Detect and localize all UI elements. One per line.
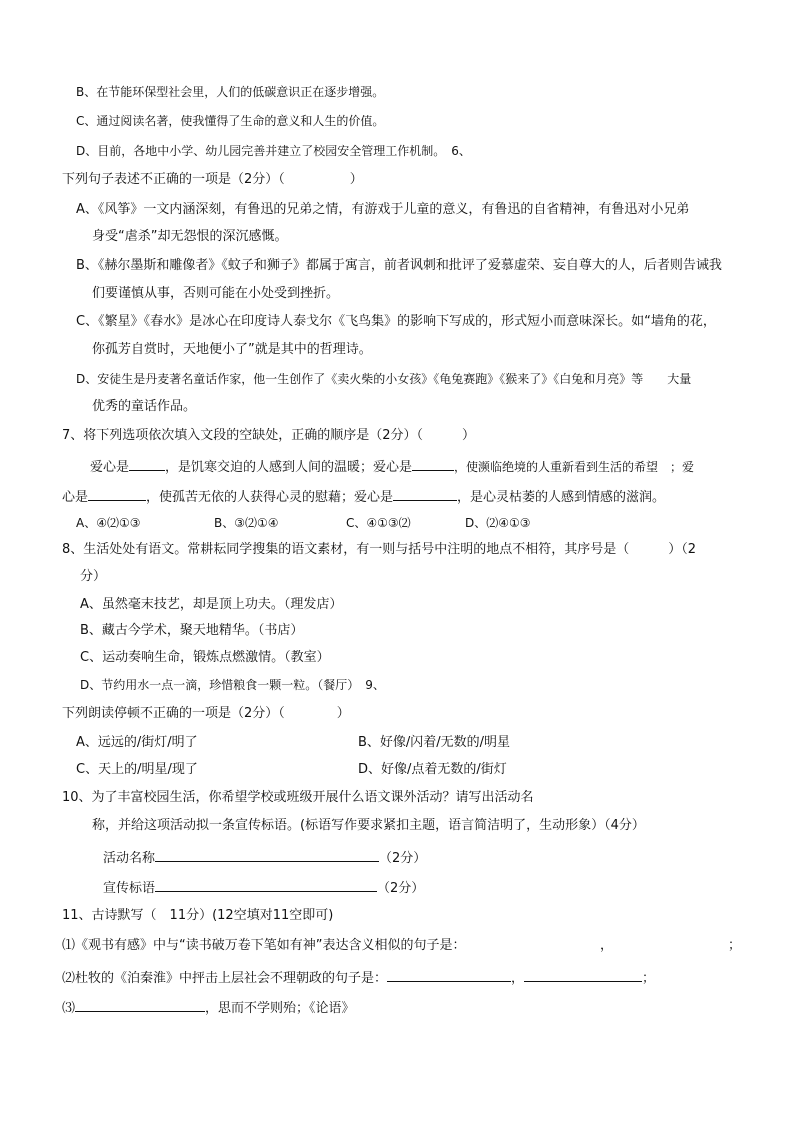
q10-activity-name-row — [103, 847, 426, 868]
score-label: （2分） — [377, 881, 425, 896]
q9-option-b: B、好像/闪着/无数的/明星 — [358, 735, 511, 750]
q6-option-a: A、《风筝》一文内涵深刻，有鲁迅的兄弟之情，有游戏于儿童的意义，有鲁迅的自省精神，有鲁迅对小兄弟 — [76, 202, 690, 217]
fill-blank[interactable] — [129, 456, 165, 471]
activity-name-label: 活动名称 — [103, 851, 156, 866]
q10-stem-cont: 称，并给这项活动拟一条宣传标语。(标语写作要求紧扣主题，语言简洁明了，生动形象）（4分） — [92, 818, 645, 833]
q8-stem-cont: 分） — [80, 569, 107, 584]
q5-option-d: D、目前，各地中小学、幼儿园完善并建立了校园安全管理工作机制。 6、 — [76, 144, 471, 158]
q11-item1-sep: ， — [600, 938, 614, 953]
q8-option-c: C、运动奏响生命，锻炼点燃激情。（教室） — [80, 650, 330, 665]
q9-option-d: D、好像/点着无数的/街灯 — [358, 762, 507, 777]
q7-stem: 7、将下列选项依次填入文段的空缺处，正确的顺序是（2分）（ ） — [62, 428, 476, 443]
slogan-blank[interactable] — [155, 877, 377, 892]
q6-option-d-cont: 优秀的童话作品。 — [92, 399, 197, 414]
q11-stem: 11、古诗默写（ 11分）(12空填对11空即可) — [62, 908, 334, 923]
q8-option-a: A、虽然毫末技艺，却是顶上功夫。（理发店） — [80, 597, 343, 612]
q11-item2-sep: ， — [511, 971, 525, 986]
q11-item2-end: ； — [642, 971, 656, 986]
q7-option-b: B、③⑵①④ — [214, 516, 279, 530]
q7-text: ，使濒临绝境的人重新看到生活的希望 ；爱 — [454, 460, 695, 474]
q7-text: ，是饥寒交迫的人感到人间的温暖；爱心是 — [165, 460, 413, 475]
q7-passage-line2 — [62, 486, 665, 507]
fill-blank[interactable] — [75, 997, 205, 1012]
q7-text: 心是 — [62, 490, 89, 505]
q11-item1-end: ； — [728, 938, 742, 953]
q8-option-d: D、节约用水一点一滴，珍惜粮食一颗一粒。（餐厅） 9、 — [80, 678, 385, 692]
q11-item2 — [62, 967, 655, 988]
q9-option-a: A、远远的/街灯/明了 — [76, 735, 198, 750]
q6-option-a-cont: 身受“虐杀”却无怨恨的深沉感慨。 — [92, 229, 288, 244]
q7-text: ，是心灵枯萎的人感到情感的滋润。 — [457, 490, 666, 505]
fill-blank[interactable] — [387, 967, 511, 982]
q6-option-c-cont: 你孤芳自赏时，天地便小了”就是其中的哲理诗。 — [92, 342, 372, 357]
fill-blank[interactable] — [524, 967, 642, 982]
q9-stem: 下列朗读停顿不正确的一项是（2分）（ ） — [62, 706, 350, 721]
q6-option-b: B、《赫尔墨斯和雕像者》《蚊子和狮子》都属于寓言，前者讽刺和批评了爱慕虚荣、妄自尊大的人，后者则告诫我 — [76, 258, 722, 273]
activity-name-blank[interactable] — [155, 847, 379, 862]
q11-item3-text: ，思而不学则殆；《论语》 — [205, 1001, 355, 1016]
q11-item3 — [62, 997, 355, 1018]
q6-stem: 下列句子表述不正确的一项是（2分）（ ） — [62, 172, 363, 187]
q11-item2-text: ⑵杜牧的《泊秦淮》中抨击上层社会不理朝政的句子是： — [62, 971, 388, 986]
q5-option-c: C、通过阅读名著，使我懂得了生命的意义和人生的价值。 — [76, 114, 385, 128]
q7-text: 爱心是 — [90, 460, 130, 475]
q6-option-d: D、安徒生是丹麦著名童话作家，他一生创作了《卖火柴的小女孩》《龟兔赛跑》《猴来了》《白兔和月亮》等 大量 — [76, 372, 692, 386]
q6-option-b-cont: 们要谨慎从事，否则可能在小处受到挫折。 — [92, 286, 340, 301]
q7-text: ，使孤苦无依的人获得心灵的慰藉；爱心是 — [146, 490, 394, 505]
q9-option-c: C、天上的/明星/现了 — [76, 762, 198, 777]
slogan-label: 宣传标语 — [103, 881, 156, 896]
q10-stem: 10、为了丰富校园生活，你希望学校或班级开展什么语文课外活动？请写出活动名 — [62, 790, 534, 805]
fill-blank[interactable] — [393, 486, 457, 501]
q6-option-c: C、《繁星》《春水》是冰心在印度诗人泰戈尔《飞鸟集》的影响下写成的，形式短小而意味深长。如“墙角的花， — [76, 314, 716, 329]
q8-option-b: B、藏古今学术，聚天地精华。（书店） — [80, 623, 304, 638]
q8-stem: 8、生活处处有语文。常耕耘同学搜集的语文素材，有一则与括号中注明的地点不相符，其序号是（ ）（2 — [62, 542, 697, 557]
q7-option-c: C、④①③⑵ — [346, 516, 411, 530]
q7-option-d: D、⑵④①③ — [465, 516, 531, 530]
fill-blank[interactable] — [88, 486, 146, 501]
q10-slogan-row — [103, 877, 424, 898]
q7-option-a: A、④⑵①③ — [76, 516, 141, 530]
score-label: （2分） — [379, 851, 427, 866]
q11-item1: ⑴《观书有感》中与“读书破万卷下笔如有神”表达含义相似的句子是： — [62, 938, 466, 953]
fill-blank[interactable] — [412, 456, 454, 471]
q7-passage-line1 — [90, 456, 694, 477]
q11-item3-prefix: ⑶ — [62, 1001, 76, 1016]
q5-option-b: B、在节能环保型社会里，人们的低碳意识正在逐步增强。 — [76, 85, 385, 99]
